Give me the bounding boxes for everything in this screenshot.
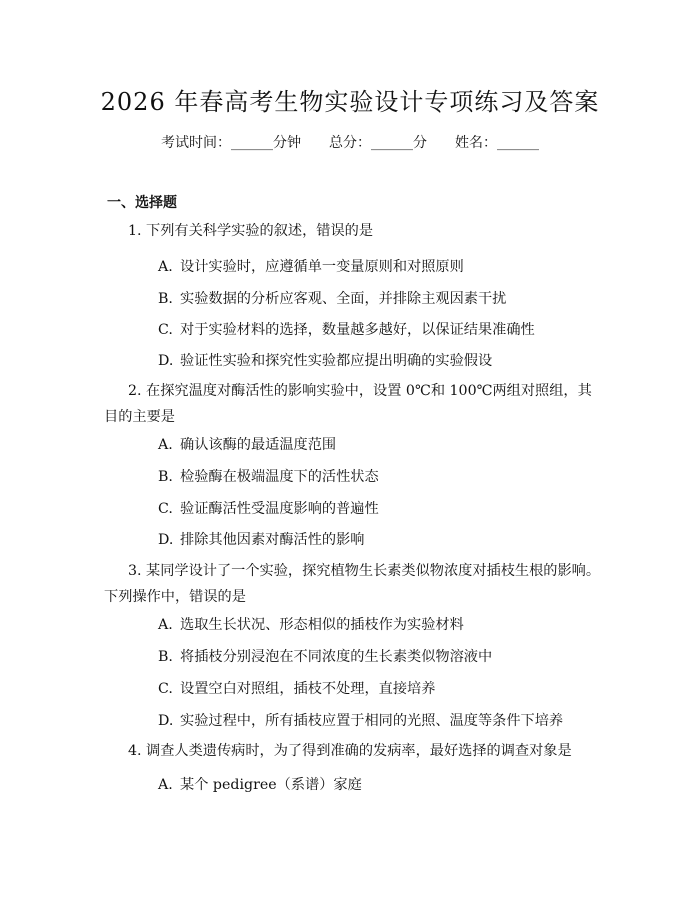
question-stem: 2. 在探究温度对酶活性的影响实验中，设置 0℃和 100℃两组对照组，其目的主要是 [104, 383, 592, 425]
option-letter: C. [158, 681, 173, 697]
option-text: 验证酶活性受温度影响的普遍性 [180, 501, 379, 517]
option-text: 选取生长状况、形态相似的插枝作为实验材料 [180, 617, 464, 633]
exam-time: 考试时间：______分钟 [161, 135, 301, 151]
option-text: 将插枝分别浸泡在不同浓度的生长素类似物溶液中 [180, 649, 493, 665]
total-score: 总分：______分 [329, 135, 427, 151]
option-text: 实验过程中，所有插枝应置于相同的光照、温度等条件下培养 [180, 713, 564, 729]
option-letter: D. [158, 353, 174, 369]
option-letter: A. [158, 777, 173, 793]
option-text: 实验数据的分析应客观、全面，并排除主观因素干扰 [180, 291, 507, 307]
option-item [158, 774, 362, 794]
option-item [158, 466, 379, 486]
option-text: 排除其他因素对酶活性的影响 [180, 532, 365, 548]
option-letter: A. [158, 617, 173, 633]
option-letter: B. [158, 469, 173, 485]
option-letter: C. [158, 322, 173, 338]
option-text: 验证性实验和探究性实验都应提出明确的实验假设 [180, 353, 493, 369]
option-text: 某个 pedigree（系谱）家庭 [180, 777, 362, 793]
option-item [158, 529, 364, 549]
option-item [158, 256, 464, 276]
option-letter: B. [158, 291, 173, 307]
option-item [158, 678, 435, 698]
question-stem: 1. 下列有关科学实验的叙述，错误的是 [128, 223, 374, 239]
question-stem: 3. 某同学设计了一个实验，探究植物生长素类似物浓度对插枝生根的影响。下列操作中，错误的是 [104, 563, 601, 605]
option-text: 对于实验材料的选择，数量越多越好，以保证结果准确性 [180, 322, 535, 338]
option-item [158, 288, 506, 308]
option-item [158, 646, 492, 666]
option-letter: B. [158, 649, 173, 665]
option-letter: D. [158, 532, 174, 548]
section-heading: 一、选择题 [107, 195, 177, 211]
option-text: 确认该酶的最适温度范围 [180, 437, 337, 453]
option-item [158, 319, 535, 339]
option-text: 设置空白对照组，插枝不处理，直接培养 [180, 681, 436, 697]
exam-meta [0, 132, 700, 152]
option-letter: A. [158, 259, 173, 275]
option-letter: C. [158, 501, 173, 517]
option-text: 检验酶在极端温度下的活性状态 [180, 469, 379, 485]
option-letter: A. [158, 437, 173, 453]
option-item [158, 434, 336, 454]
student-name: 姓名：______ [455, 135, 539, 151]
option-item [158, 350, 492, 370]
option-item [158, 614, 464, 634]
option-item [158, 498, 379, 518]
option-letter: D. [158, 713, 174, 729]
option-item [158, 710, 563, 730]
document-title: 2026 年春高考生物实验设计专项练习及答案 [100, 88, 600, 116]
question-stem: 4. 调查人类遗传病时，为了得到准确的发病率，最好选择的调查对象是 [128, 743, 572, 759]
option-text: 设计实验时，应遵循单一变量原则和对照原则 [180, 259, 464, 275]
